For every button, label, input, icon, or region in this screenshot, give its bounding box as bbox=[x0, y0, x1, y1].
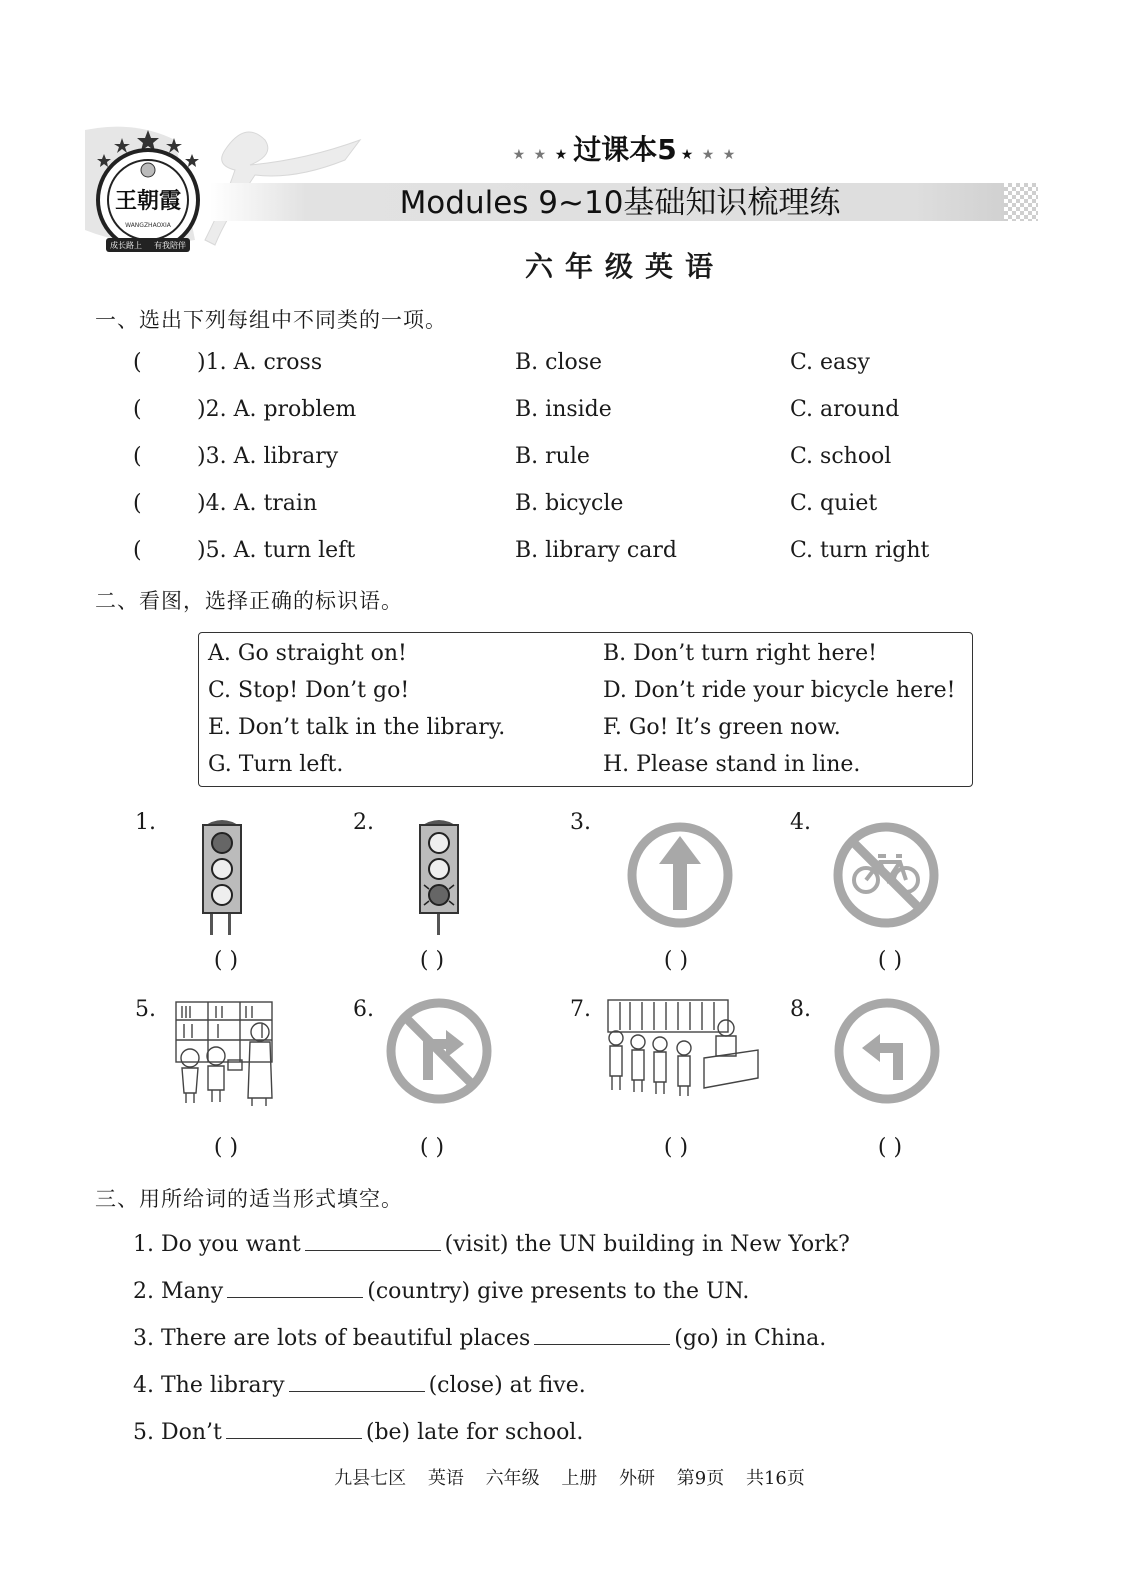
sign-option-d: D. Don’t ride your bicycle here! bbox=[603, 678, 956, 703]
fill-item-5 bbox=[133, 1418, 583, 1445]
section1-heading: 一、选出下列每组中不同类的一项。 bbox=[95, 308, 447, 332]
go-straight-sign-icon bbox=[625, 820, 735, 930]
series-label: ★ ★ ★ 过课本5 ★ ★ ★ bbox=[512, 133, 738, 166]
fill-text-before: 5. Don’t bbox=[133, 1420, 222, 1445]
answer-paren[interactable]: ( bbox=[133, 397, 142, 422]
q4-option-a: )4. A. train bbox=[197, 491, 318, 516]
library-scene-icon bbox=[172, 998, 282, 1110]
brand-logo bbox=[92, 128, 204, 256]
queue-scene-icon bbox=[600, 998, 762, 1098]
fill-text-before: 1. Do you want bbox=[133, 1232, 301, 1257]
q1-option-a: )1. A. cross bbox=[197, 350, 323, 375]
picture-number: 1. bbox=[135, 810, 156, 835]
traffic-light-green-icon bbox=[412, 815, 466, 935]
fill-blank[interactable] bbox=[226, 1418, 362, 1439]
footer-subject: 英语 bbox=[427, 1468, 464, 1489]
turn-left-sign-icon bbox=[832, 996, 942, 1106]
sign-option-f: F. Go! It’s green now. bbox=[603, 715, 841, 740]
q3-option-c: C. school bbox=[790, 444, 892, 469]
q1-option-c: C. easy bbox=[790, 350, 870, 375]
q4-option-b: B. bicycle bbox=[515, 491, 624, 516]
section3-heading: 三、用所给词的适当形式填空。 bbox=[95, 1187, 403, 1211]
q5-option-a: )5. A. turn left bbox=[197, 538, 356, 563]
picture-number: 7. bbox=[570, 997, 591, 1022]
fill-blank[interactable] bbox=[227, 1277, 363, 1298]
answer-paren[interactable]: ( bbox=[133, 350, 142, 375]
picture-number: 3. bbox=[570, 810, 591, 835]
subject-title: 六年级英语 bbox=[524, 250, 725, 283]
q3-option-b: B. rule bbox=[515, 444, 590, 469]
sign-option-h: H. Please stand in line. bbox=[603, 752, 861, 777]
q4-option-c: C. quiet bbox=[790, 491, 878, 516]
q2-option-c: C. around bbox=[790, 397, 900, 422]
fill-item-1 bbox=[133, 1230, 850, 1257]
fill-blank[interactable] bbox=[289, 1371, 425, 1392]
fill-blank[interactable] bbox=[305, 1230, 441, 1251]
picture-answer-paren[interactable]: ( ) bbox=[663, 948, 689, 973]
no-bicycle-sign-icon bbox=[830, 820, 942, 930]
sign-option-c: C. Stop! Don’t go! bbox=[208, 678, 410, 703]
q3-option-a: )3. A. library bbox=[197, 444, 339, 469]
traffic-light-red-icon bbox=[195, 815, 249, 935]
q5-option-c: C. turn right bbox=[790, 538, 930, 563]
picture-answer-paren[interactable]: ( ) bbox=[663, 1135, 689, 1160]
sign-option-e: E. Don’t talk in the library. bbox=[208, 715, 506, 740]
no-right-turn-sign-icon bbox=[384, 996, 494, 1106]
footer-region: 九县七区 bbox=[334, 1468, 407, 1489]
footer-publisher: 外研 bbox=[619, 1468, 656, 1489]
picture-answer-paren[interactable]: ( ) bbox=[877, 948, 903, 973]
checker-decoration bbox=[1004, 183, 1038, 221]
module-title: Modules 9~10基础知识梳理练 bbox=[399, 185, 841, 221]
fill-blank[interactable] bbox=[534, 1324, 670, 1345]
page-footer bbox=[0, 1464, 1139, 1490]
picture-number: 4. bbox=[790, 810, 811, 835]
sign-option-a: A. Go straight on! bbox=[208, 641, 407, 666]
fill-text-before: 3. There are lots of beautiful places bbox=[133, 1326, 531, 1351]
q2-option-a: )2. A. problem bbox=[197, 397, 357, 422]
picture-answer-paren[interactable]: ( ) bbox=[213, 1135, 239, 1160]
logo-ring-text: WANGZHAOXIA bbox=[125, 222, 171, 229]
fill-text-after: (visit) the UN building in New York? bbox=[444, 1232, 850, 1257]
picture-answer-paren[interactable]: ( ) bbox=[419, 948, 445, 973]
fill-item-4 bbox=[133, 1371, 586, 1398]
fill-item-2 bbox=[133, 1277, 749, 1304]
footer-volume: 上册 bbox=[561, 1468, 598, 1489]
section2-heading: 二、看图，选择正确的标识语。 bbox=[95, 589, 403, 613]
footer-page: 第9页 bbox=[676, 1468, 725, 1489]
fill-text-before: 2. Many bbox=[133, 1279, 224, 1304]
logo-slogan-right: 有我陪伴 bbox=[154, 241, 186, 250]
logo-slogan-left: 成长路上 bbox=[110, 241, 142, 250]
picture-number: 6. bbox=[353, 997, 374, 1022]
fill-text-after: (close) at five. bbox=[428, 1373, 586, 1398]
q5-option-b: B. library card bbox=[515, 538, 677, 563]
picture-answer-paren[interactable]: ( ) bbox=[419, 1135, 445, 1160]
picture-answer-paren[interactable]: ( ) bbox=[877, 1135, 903, 1160]
q1-option-b: B. close bbox=[515, 350, 603, 375]
answer-paren[interactable]: ( bbox=[133, 538, 142, 563]
fill-text-after: (go) in China. bbox=[674, 1326, 827, 1351]
sign-option-g: G. Turn left. bbox=[208, 752, 344, 777]
fill-text-before: 4. The library bbox=[133, 1373, 285, 1398]
answer-paren[interactable]: ( bbox=[133, 491, 142, 516]
picture-answer-paren[interactable]: ( ) bbox=[213, 948, 239, 973]
fill-text-after: (country) give presents to the UN. bbox=[367, 1279, 750, 1304]
fill-text-after: (be) late for school. bbox=[365, 1420, 584, 1445]
footer-grade: 六年级 bbox=[485, 1468, 540, 1489]
fill-item-3 bbox=[133, 1324, 826, 1351]
picture-number: 8. bbox=[790, 997, 811, 1022]
answer-paren[interactable]: ( bbox=[133, 444, 142, 469]
sign-option-b: B. Don’t turn right here! bbox=[603, 641, 877, 666]
logo-name: 王朝霞 bbox=[114, 189, 182, 214]
picture-number: 2. bbox=[353, 810, 374, 835]
picture-number: 5. bbox=[135, 997, 156, 1022]
footer-total: 共16页 bbox=[745, 1468, 805, 1489]
q2-option-b: B. inside bbox=[515, 397, 612, 422]
